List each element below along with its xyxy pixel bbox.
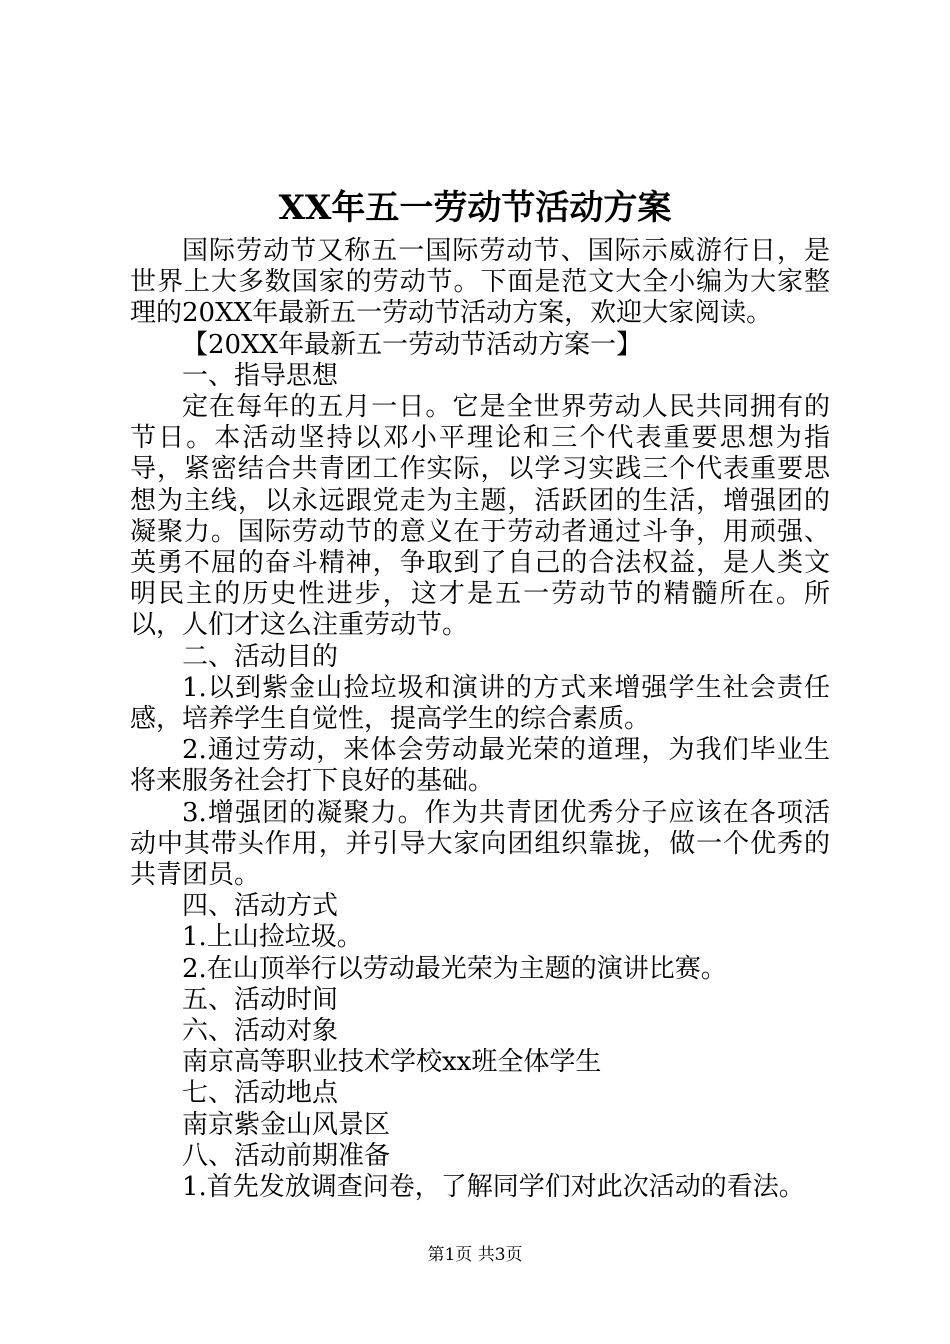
method-item-1: 1.上山捡垃圾。 [182, 922, 363, 953]
method-item-2: 2.在山顶举行以劳动最光荣为主题的演讲比赛。 [182, 953, 727, 984]
section-heading-guiding-ideology: 一、指导思想 [182, 360, 339, 391]
participants-text: 南京高等职业技术学校xx班全体学生 [182, 1047, 602, 1078]
section-heading-preparation: 八、活动前期准备 [182, 1140, 391, 1171]
section-heading-activity-time: 五、活动时间 [182, 984, 339, 1015]
page-footer: 第1页 共3页 [427, 1245, 523, 1265]
purpose-item-1: 1.以到紫金山捡垃圾和演讲的方式来增强学生社会责任感，培养学生自觉性，提高学生的综合素质。 [130, 672, 830, 735]
section-heading-activity-participants: 六、活动对象 [182, 1016, 339, 1047]
section-heading-activity-location: 七、活动地点 [182, 1078, 339, 1109]
purpose-item-2: 2.通过劳动，来体会劳动最光荣的道理，为我们毕业生将来服务社会打下良好的基础。 [130, 735, 830, 797]
plan-heading: 【20XX年最新五一劳动节活动方案一】 [182, 329, 643, 360]
preparation-item-1: 1.首先发放调查问卷，了解同学们对此次活动的看法。 [182, 1172, 805, 1203]
document-title: XX年五一劳动节活动方案 [278, 188, 672, 228]
intro-paragraph: 国际劳动节又称五一国际劳动节、国际示威游行日，是世界上大多数国家的劳动节。下面是范文大全小编为大家整理的20XX年最新五一劳动节活动方案，欢迎大家阅读。 [130, 236, 830, 329]
document-body [130, 236, 830, 1203]
guiding-ideology-paragraph: 定在每年的五月一日。它是全世界劳动人民共同拥有的节日。本活动坚持以邓小平理论和三个代表重要思想为指导，紧密结合共青团工作实际，以学习实践三个代表重要思想为主线，以永远跟党走为主题，活跃团的生活，增强团的凝聚力。国际劳动节的意义在于劳动者通过斗争，用顽强、英勇不屈的奋斗精神，争取到了自己的合法权益，是人类文明民主的历史性进步，这才是五一劳动节的精髓所在。所以，人们才这么注重劳动节。 [130, 392, 830, 641]
purpose-item-3: 3.增强团的凝聚力。作为共青团优秀分子应该在各项活动中其带头作用，并引导大家向团组织靠拢，做一个优秀的共青团员。 [130, 797, 830, 891]
location-text: 南京紫金山风景区 [182, 1109, 391, 1140]
section-heading-activity-method: 四、活动方式 [182, 891, 339, 922]
section-heading-activity-purpose: 二、活动目的 [182, 641, 339, 672]
